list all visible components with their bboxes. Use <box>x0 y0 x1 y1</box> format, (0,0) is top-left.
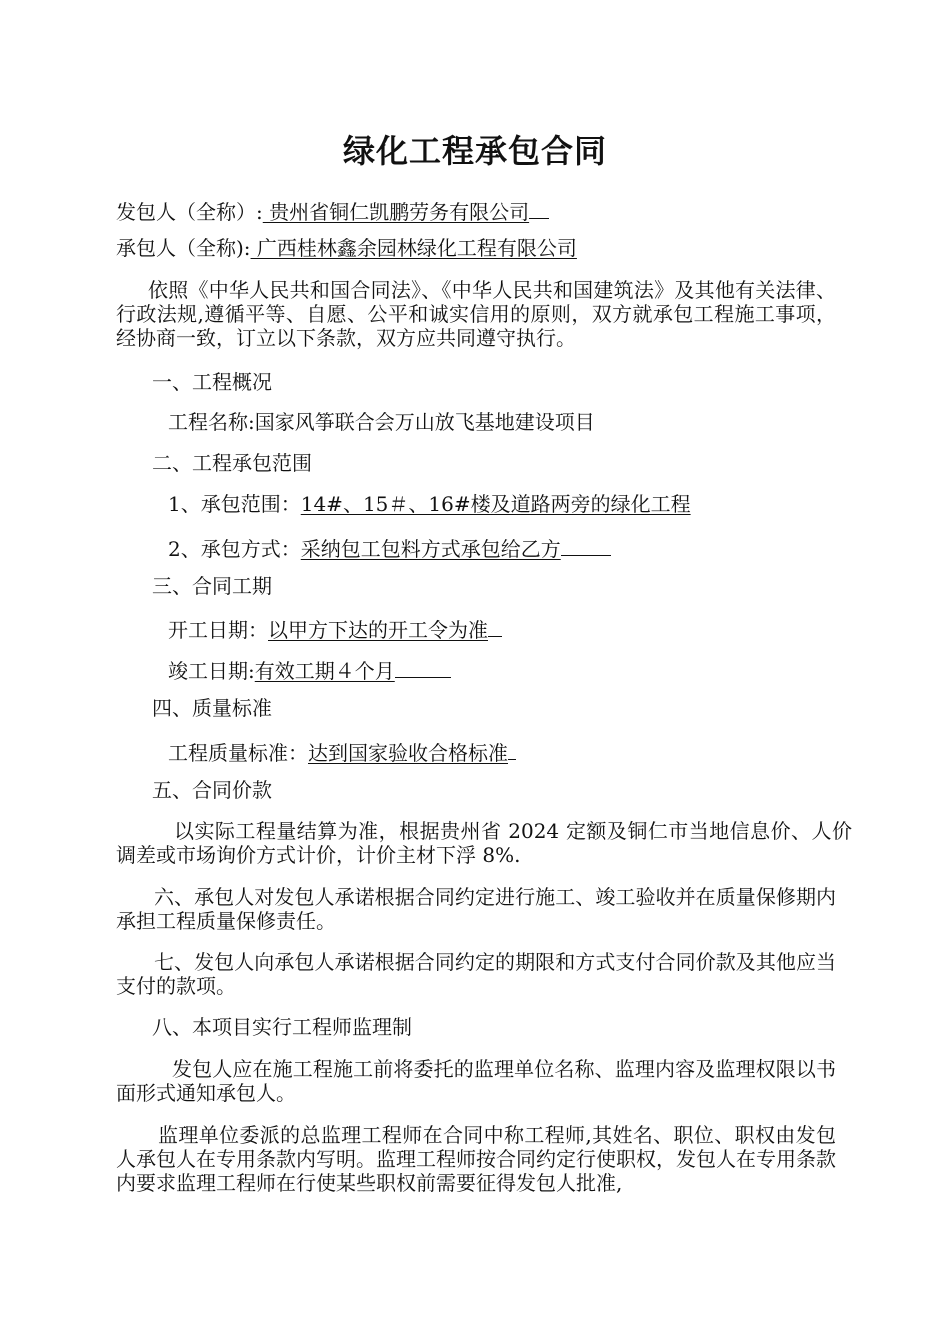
method-underline <box>561 533 611 556</box>
project-name-value: 国家风筝联合会万山放飞基地建设项目 <box>254 410 595 434</box>
supervision-paragraph-1: 发包人应在施工程施工前将委托的监理单位名称、监理内容及监理权限以书面形式通知承包人。 <box>116 1057 836 1105</box>
issuer-label: 发包人（全称）: <box>116 200 263 224</box>
contractor-label: 承包人（全称): <box>116 236 251 260</box>
issuer-underline <box>529 196 549 219</box>
method-value: 采纳包工包料方式承包给乙方 <box>300 537 561 561</box>
quality-underline <box>508 737 516 760</box>
end-date-line <box>168 655 451 683</box>
method-line <box>168 533 611 561</box>
project-name-line <box>168 410 595 434</box>
section-2-heading: 二、工程承包范围 <box>152 451 312 475</box>
document-title: 绿化工程承包合同 <box>342 132 607 170</box>
issuer-name: 贵州省铜仁凯鹏劳务有限公司 <box>262 200 530 224</box>
method-label: 2、承包方式： <box>168 537 301 561</box>
quality-value: 达到国家验收合格标准 <box>308 741 508 765</box>
price-paragraph: 以实际工程量结算为准，根据贵州省 2024 定额及铜仁市当地信息价、人价调差或市场询价方式计价，计价主材下浮 8%. <box>116 819 852 867</box>
section-4-heading: 四、质量标准 <box>152 696 272 720</box>
start-date-label: 开工日期： <box>168 618 268 642</box>
project-name-label: 工程名称: <box>168 410 255 434</box>
section-3-heading: 三、合同工期 <box>152 574 272 598</box>
intro-paragraph: 依照《中华人民共和国合同法》、《中华人民共和国建筑法》及其他有关法律、行政法规,遵循平等、自愿、公平和诚实信用的原则，双方就承包工程施工事项，经协商一致，订立以下条款，双方应共同遵守执行。 <box>116 278 836 350</box>
end-date-label: 竣工日期: <box>168 659 255 683</box>
start-date-value: 以甲方下达的开工令为准 <box>268 618 488 642</box>
scope-value: 14#、15＃、16#楼及道路两旁的绿化工程 <box>300 492 691 516</box>
section-1-heading: 一、工程概况 <box>152 370 272 394</box>
start-date-underline <box>488 614 502 637</box>
section-8-heading: 八、本项目实行工程师监理制 <box>152 1015 412 1039</box>
scope-line <box>168 492 691 516</box>
scope-label: 1、承包范围： <box>168 492 301 516</box>
quality-line <box>168 737 516 765</box>
supervision-paragraph-2: 监理单位委派的总监理工程师在合同中称工程师,其姓名、职位、职权由发包人承包人在专用条款内写明。监理工程师按合同约定行使职权，发包人在专用条款内要求监理工程师在行使某些职权前需要征得发包人批准, <box>116 1123 836 1195</box>
end-date-underline <box>395 655 451 678</box>
start-date-line <box>168 614 502 642</box>
section-7-paragraph: 七、发包人向承包人承诺根据合同约定的期限和方式支付合同价款及其他应当支付的款项。 <box>116 950 836 998</box>
issuer-line <box>116 196 549 224</box>
end-date-value: 有效工期４个月 <box>254 659 395 683</box>
contractor-line <box>116 236 577 260</box>
section-6-paragraph: 六、承包人对发包人承诺根据合同约定进行施工、竣工验收并在质量保修期内承担工程质量保修责任。 <box>116 885 836 933</box>
section-5-heading: 五、合同价款 <box>152 778 272 802</box>
quality-label: 工程质量标准： <box>168 741 308 765</box>
contractor-name: 广西桂林鑫余园林绿化工程有限公司 <box>250 236 577 260</box>
